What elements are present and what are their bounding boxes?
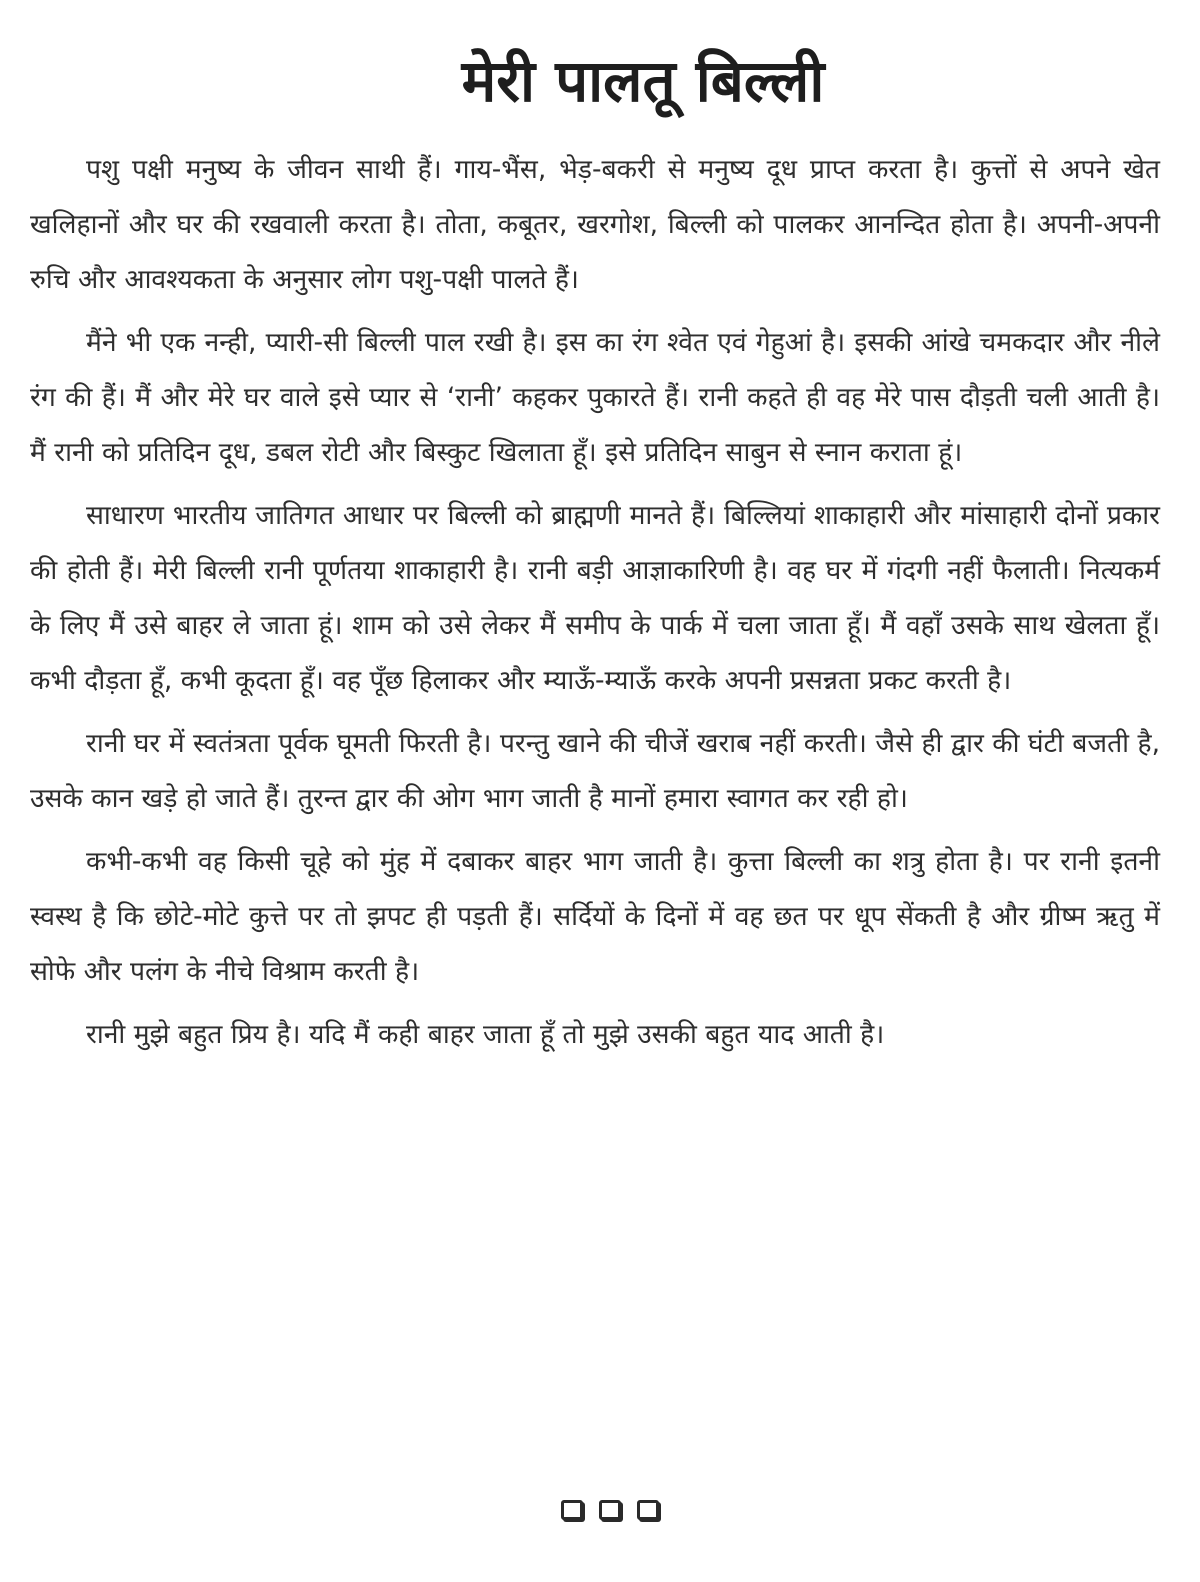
paragraph-3: साधारण भारतीय जातिगत आधार पर बिल्ली को ब्राह्मणी मानते हैं। बिल्लियां शाकाहारी और मांसाहारी दोनों प्रकार की होती हैं। मेरी बिल्ली रानी पूर्णतया शाकाहारी है। रानी बड़ी आज्ञाकारिणी है। वह घर में गंदगी नहीं फैलाती। नित्यकर्म के लिए मैं उसे बाहर ले जाता हूं। शाम को उसे लेकर मैं समीप के पार्क में चला जाता हूँ। मैं वहाँ उसके साथ खेलता हूँ। कभी दौड़ता हूँ, कभी कूदता हूँ। वह पूँछ हिलाकर और म्याऊँ-म्याऊँ करके अपनी प्रसन्नता प्रकट करती है। — [30, 500, 1160, 696]
end-of-text-ornament — [0, 1500, 1200, 1520]
box-icon — [599, 1500, 621, 1520]
paragraph-1: पशु पक्षी मनुष्य के जीवन साथी हैं। गाय-भैंस, भेड़-बकरी से मनुष्य दूध प्राप्त करता है। कुत्तों से अपने खेत खलिहानों और घर की रखवाली करता है। तोता, कबूतर, खरगोश, बिल्ली को पालकर आनन्दित होता है। अपनी-अपनी रुचि और आवश्यकता के अनुसार लोग पशु-पक्षी पालते हैं। — [30, 154, 1160, 295]
box-icon — [561, 1500, 583, 1520]
paragraph-4: रानी घर में स्वतंत्रता पूर्वक घूमती फिरती है। परन्तु खाने की चीजें खराब नहीं करती। जैसे ही द्वार की घंटी बजती है, उसके कान खड़े हो जाते हैं। तुरन्त द्वार की ओग भाग जाती है मानों हमारा स्वागत कर रही हो। — [30, 728, 1160, 814]
page-title: मेरी पालतू बिल्ली — [461, 47, 825, 115]
paragraph-5: कभी-कभी वह किसी चूहे को मुंह में दबाकर बाहर भाग जाती है। कुत्ता बिल्ली का शत्रु होता है। पर रानी इतनी स्वस्थ है कि छोटे-मोटे कुत्ते पर तो झपट ही पड़ती हैं। सर्दियों के दिनों में वह छत पर धूप सेंकती है और ग्रीष्म ऋतु में सोफे और पलंग के नीचे विश्राम करती है। — [30, 846, 1160, 987]
paragraph-2: मैंने भी एक नन्ही, प्यारी-सी बिल्ली पाल रखी है। इस का रंग श्वेत एवं गेहुआं है। इसकी आंखे चमकदार और नीले रंग की हैं। मैं और मेरे घर वाले इसे प्यार से ‘रानी’ कहकर पुकारते हैं। रानी कहते ही वह मेरे पास दौड़ती चली आती है। मैं रानी को प्रतिदिन दूध, डबल रोटी और बिस्कुट खिलाता हूँ। इसे प्रतिदिन साबुन से स्नान कराता हूं। — [30, 327, 1160, 468]
paragraph-6: रानी मुझे बहुत प्रिय है। यदि मैं कही बाहर जाता हूँ तो मुझे उसकी बहुत याद आती है। — [86, 1019, 885, 1050]
box-icon — [637, 1500, 659, 1520]
